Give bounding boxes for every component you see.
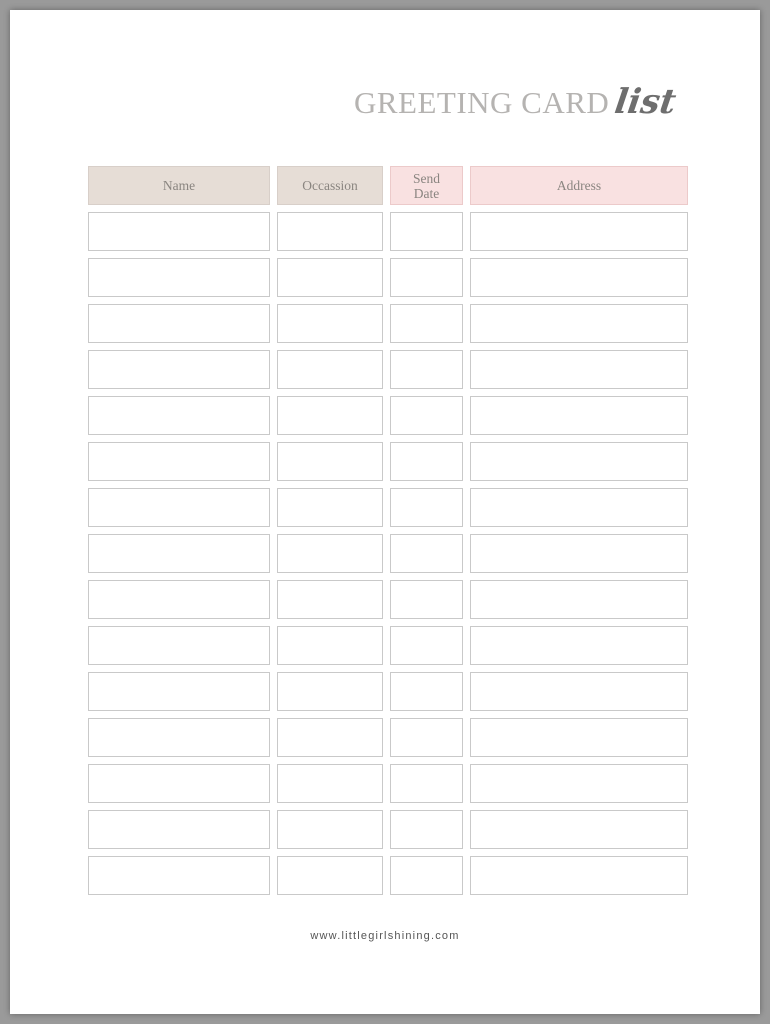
send-date-cell — [390, 396, 463, 435]
address-cell — [470, 672, 688, 711]
address-cell — [470, 350, 688, 389]
name-cell — [88, 856, 270, 895]
send-date-cell — [390, 212, 463, 251]
occasion-cell — [277, 258, 383, 297]
occasion-cell — [277, 488, 383, 527]
send-date-cell — [390, 258, 463, 297]
name-cell — [88, 580, 270, 619]
occasion-cell — [277, 580, 383, 619]
page-title — [353, 82, 679, 122]
name-cell — [88, 396, 270, 435]
name-cell — [88, 626, 270, 665]
address-cell — [470, 810, 688, 849]
occasion-cell — [277, 396, 383, 435]
send-date-cell — [390, 350, 463, 389]
address-cell — [470, 258, 688, 297]
occasion-cell — [277, 626, 383, 665]
name-cell — [88, 258, 270, 297]
name-cell — [88, 764, 270, 803]
send-date-cell — [390, 810, 463, 849]
title-script: list — [612, 82, 679, 122]
footer-url: www.littlegirlshining.com — [310, 930, 460, 942]
greeting-card-table — [88, 166, 688, 895]
address-cell — [470, 580, 688, 619]
printable-page — [10, 10, 760, 1014]
occasion-cell — [277, 534, 383, 573]
send-date-cell — [390, 534, 463, 573]
header-send-date: Send Date — [390, 166, 463, 205]
name-cell — [88, 534, 270, 573]
address-cell — [470, 718, 688, 757]
address-cell — [470, 396, 688, 435]
occasion-cell — [277, 810, 383, 849]
occasion-cell — [277, 718, 383, 757]
send-date-cell — [390, 580, 463, 619]
address-cell — [470, 212, 688, 251]
name-cell — [88, 810, 270, 849]
send-date-cell — [390, 488, 463, 527]
address-cell — [470, 488, 688, 527]
occasion-cell — [277, 672, 383, 711]
header-name: Name — [88, 166, 270, 205]
send-date-cell — [390, 304, 463, 343]
address-cell — [470, 304, 688, 343]
send-date-cell — [390, 718, 463, 757]
send-date-cell — [390, 442, 463, 481]
send-date-cell — [390, 764, 463, 803]
send-date-cell — [390, 672, 463, 711]
name-cell — [88, 212, 270, 251]
name-cell — [88, 304, 270, 343]
address-cell — [470, 534, 688, 573]
occasion-cell — [277, 442, 383, 481]
address-cell — [470, 442, 688, 481]
name-cell — [88, 442, 270, 481]
title-main: GREETING CARD — [353, 85, 610, 120]
name-cell — [88, 672, 270, 711]
address-cell — [470, 764, 688, 803]
send-date-cell — [390, 856, 463, 895]
address-cell — [470, 856, 688, 895]
occasion-cell — [277, 350, 383, 389]
header-address: Address — [470, 166, 688, 205]
occasion-cell — [277, 212, 383, 251]
occasion-cell — [277, 856, 383, 895]
header-occasion: Occassion — [277, 166, 383, 205]
name-cell — [88, 488, 270, 527]
send-date-cell — [390, 626, 463, 665]
name-cell — [88, 718, 270, 757]
occasion-cell — [277, 764, 383, 803]
address-cell — [470, 626, 688, 665]
name-cell — [88, 350, 270, 389]
occasion-cell — [277, 304, 383, 343]
